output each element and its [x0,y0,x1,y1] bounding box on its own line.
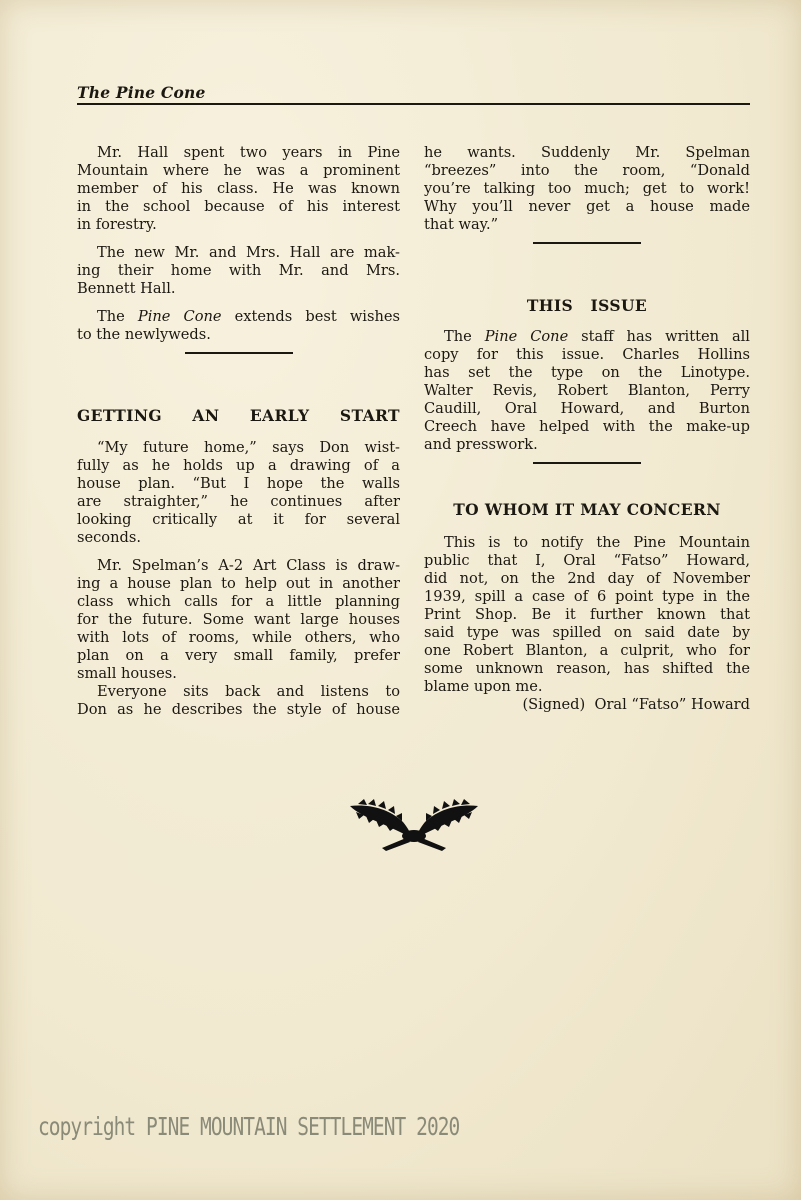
text-line: some unknown reason, has shifted the [424,660,750,677]
text-line: Walter Revis, Robert Blanton, Perry [424,382,750,399]
text-fragment: extends best wishes [221,308,400,325]
text-line: ing a house plan to help out in another [77,575,400,592]
text-line: to the newlyweds. [77,326,211,343]
text-line: has set the type on the Linotype. [424,364,750,381]
text-line: ing their home with Mr. and Mrs. [77,262,400,279]
text-line: Why you’ll never get a house made [424,198,750,215]
text-fragment: staff has written all [568,328,750,345]
text-line: small houses. [77,665,177,682]
left-branch [350,806,412,838]
signature-line: (Signed) Oral “Fatso” Howard [522,696,750,713]
to-whom-paragraph [424,534,750,714]
text-line: you’re talking too much; get to work! [424,180,750,197]
text-line [424,328,750,346]
text-line: Bennett Hall. [77,280,176,297]
article-heading [77,406,400,426]
text-line: Caudill, Oral Howard, and Burton [424,400,750,417]
text-line: house plan. “But I hope the walls [77,475,400,492]
early-start-paragraph-3 [77,683,400,719]
text-line: Mr. Hall spent two years in Pine [97,144,400,161]
right-branch [416,806,478,838]
right-column [424,144,750,714]
text-line: blame upon me. [424,678,543,695]
text-line: Don as he describes the style of house [77,701,400,718]
hall-paragraph-2 [77,244,400,298]
text-line: fully as he holds up a drawing of a [77,457,400,474]
left-column [77,144,400,719]
heading-word: AN [192,406,220,425]
text-line: said type was spilled on said date by [424,624,750,641]
hall-paragraph-3 [77,308,400,344]
text-line: public that I, Oral “Fatso” Howard, [424,552,750,569]
text-line: member of his class. He was known [77,180,400,197]
article-heading: TO WHOM IT MAY CONCERN [453,500,721,519]
text-line: he wants. Suddenly Mr. Spelman [424,144,750,161]
heading-word: GETTING [77,406,163,425]
laurel-branches-icon [348,798,480,852]
text-line: did not, on the 2nd day of November [424,570,750,587]
text-line: Mountain where he was a prominent [77,162,400,179]
text-line: Creech have helped with the make-up [424,418,750,435]
publication-name: Pine Cone [484,328,569,345]
text-line: Print Shop. Be it further known that [424,606,750,623]
text-line: “My future home,” says Don wist- [97,439,400,456]
text-line: Everyone sits back and listens to [97,683,400,700]
text-line: are straighter,” he continues after [77,493,400,510]
text-line: in forestry. [77,216,157,233]
text-line: and presswork. [424,436,538,453]
running-title: The Pine Cone [77,83,206,102]
heading-word: EARLY [249,406,310,425]
text-line: 1939, spill a case of 6 point type in the [424,588,750,605]
text-fragment: The [97,308,138,325]
text-line: one Robert Blanton, a culprit, who for [424,642,750,659]
this-issue-paragraph [424,328,750,454]
text-line: looking critically at it for several [77,511,400,528]
text-line: that way.” [424,216,499,233]
text-line: with lots of rooms, while others, who [77,629,400,646]
text-line: “breezes” into the room, “Donald [424,162,750,179]
to-whom-article [424,500,750,714]
early-start-paragraph-2 [77,557,400,683]
text-line: class which calls for a little planning [77,593,400,610]
text-line: plan on a very small family, prefer [77,647,400,664]
copyright-watermark: copyright PINE MOUNTAIN SETTLEMENT 2020 [38,1112,460,1141]
text-line: in the school because of his interest [77,198,400,215]
text-line: Mr. Spelman’s A-2 Art Class is draw- [97,557,400,574]
heading-word: START [339,406,400,425]
early-start-article [77,406,400,719]
publication-name: Pine Cone [137,308,222,325]
text-line: The new Mr. and Mrs. Hall are mak- [97,244,400,261]
text-fragment: The [444,328,485,345]
text-line [77,308,400,326]
article-heading: THIS ISSUE [526,296,648,315]
header-rule [77,103,750,105]
text-line: for the future. Some want large houses [77,611,400,628]
this-issue-article [424,296,750,464]
hall-article [77,144,400,354]
text-line: This is to notify the Pine Mountain [444,534,750,551]
early-start-continued [424,144,750,234]
text-line: seconds. [77,529,141,546]
hall-paragraph-1 [77,144,400,234]
text-line: copy for this issue. Charles Hollins [424,346,750,363]
early-start-paragraph-1 [77,439,400,547]
